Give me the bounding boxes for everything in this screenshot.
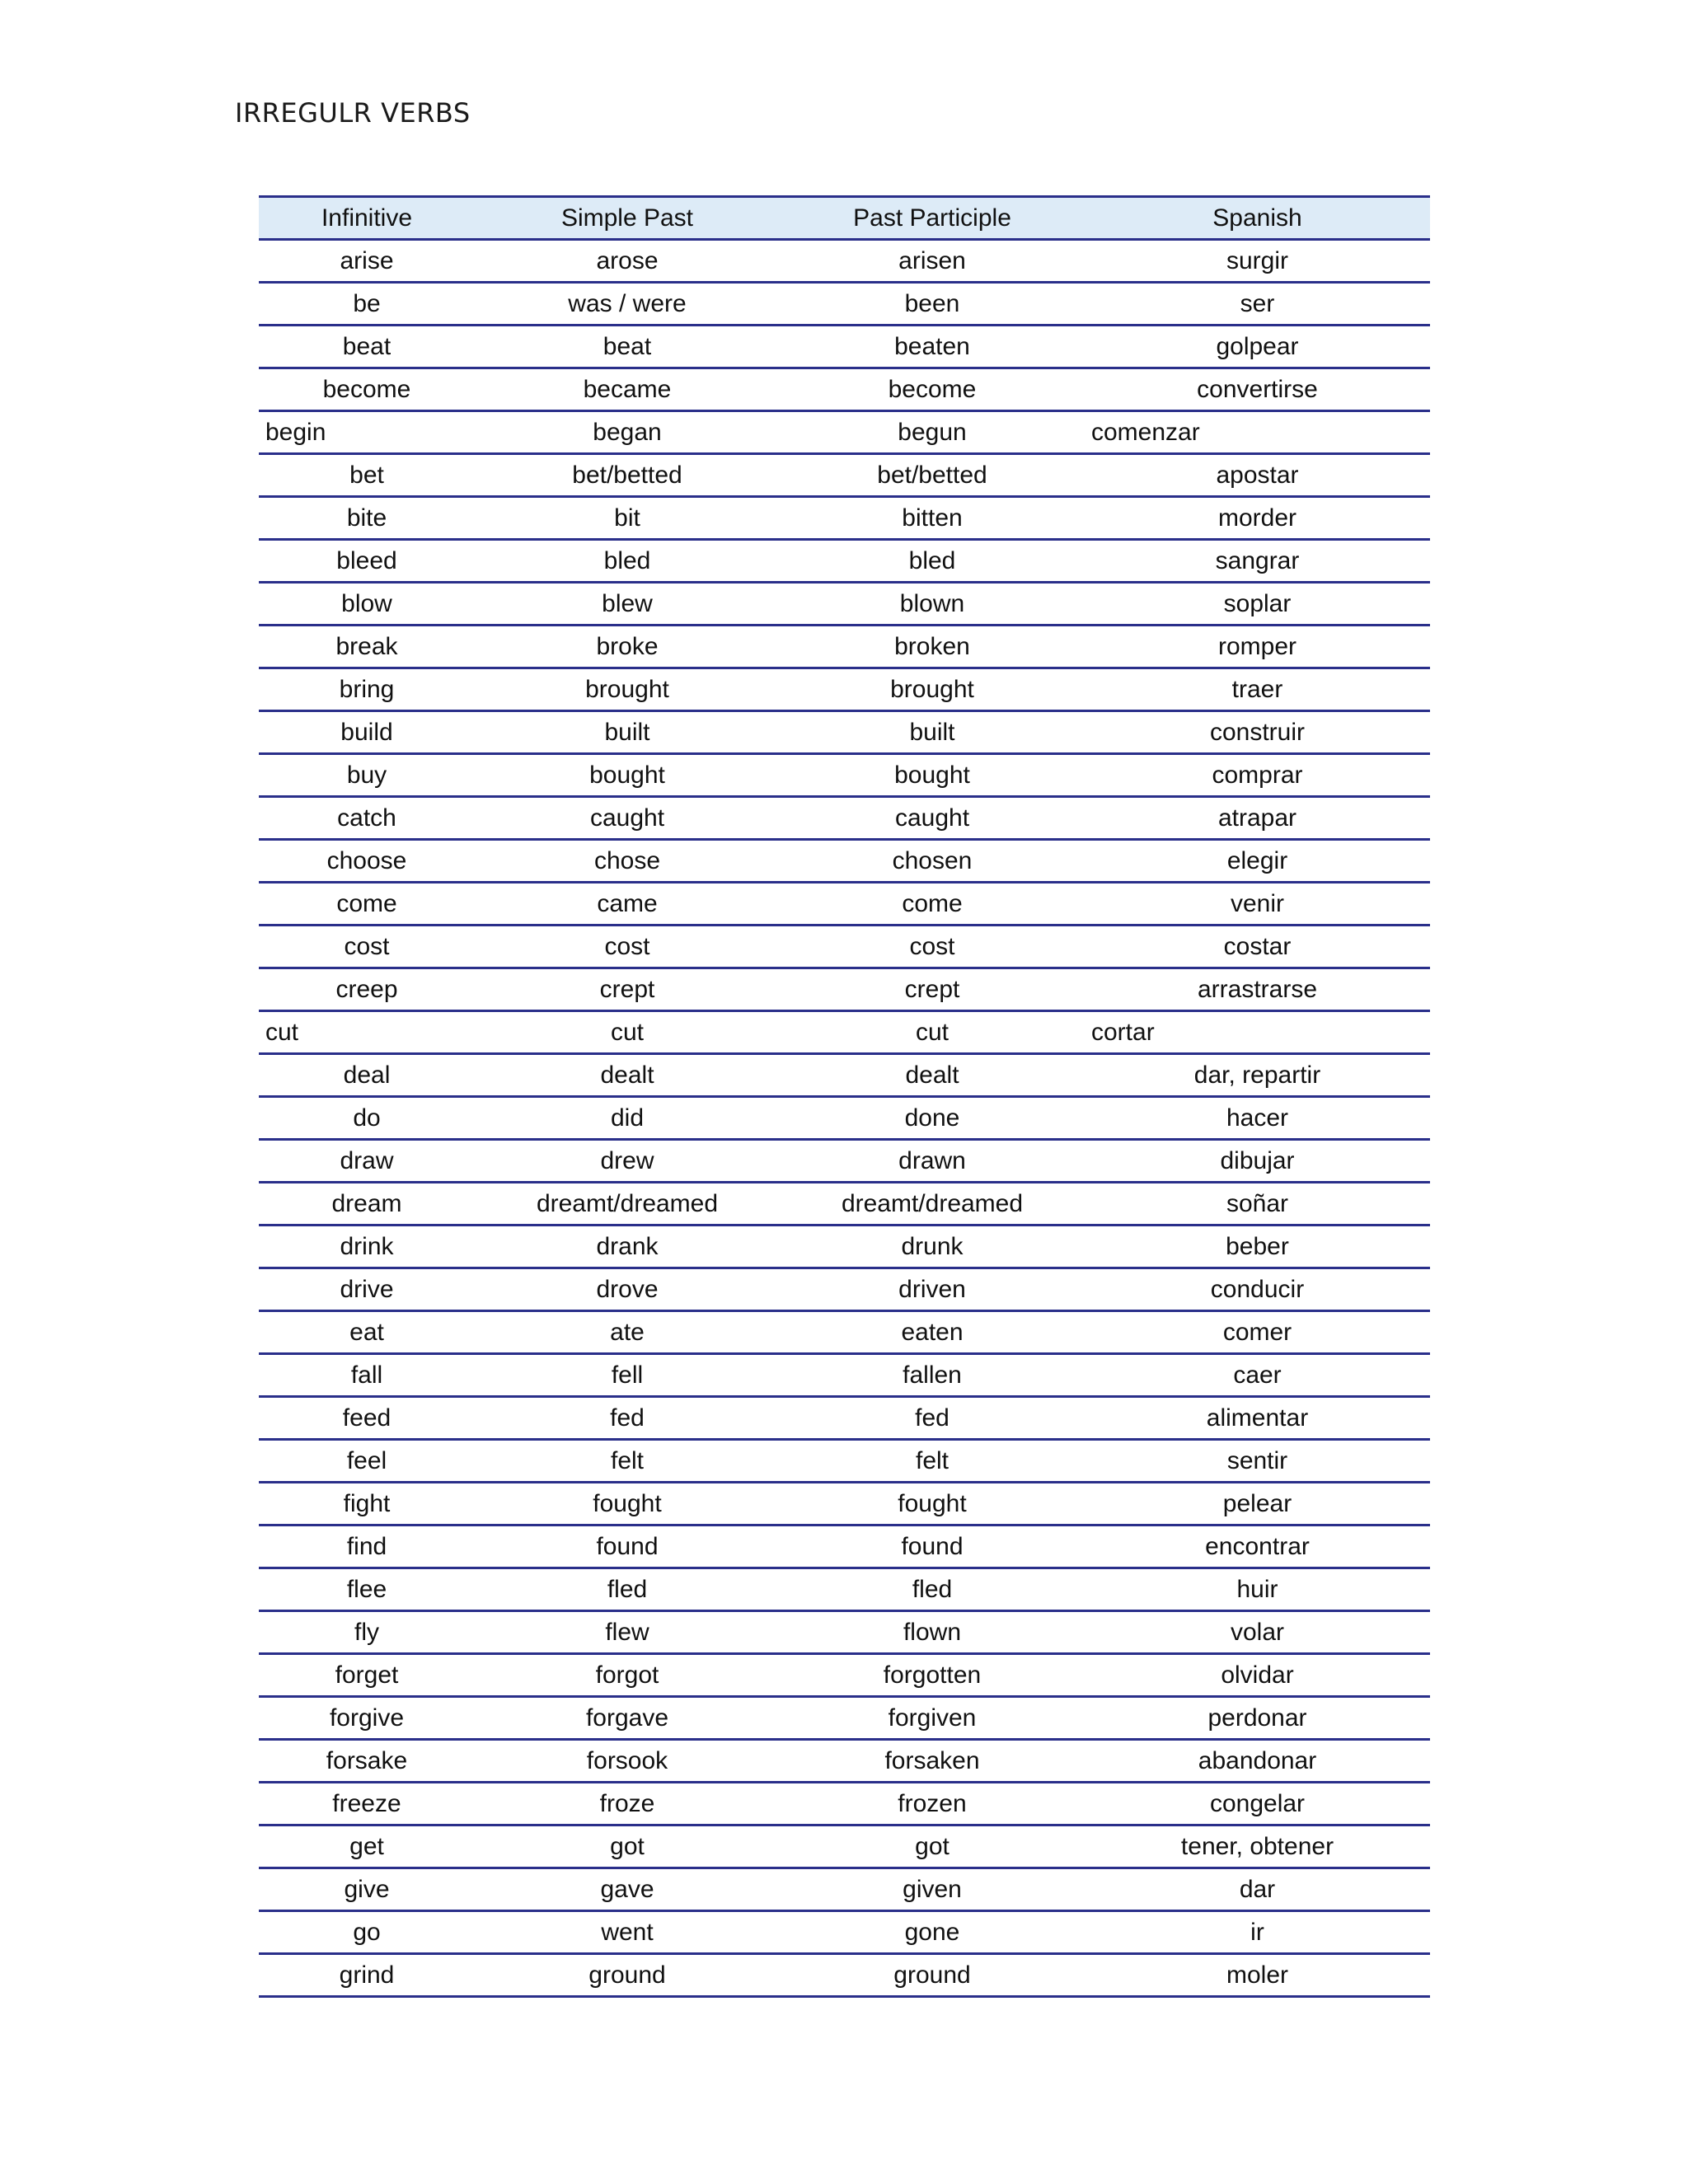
table-row [259,1397,1430,1440]
cell-simple-past: did [475,1097,780,1140]
cell-spanish: surgir [1085,240,1430,283]
cell-infinitive: eat [259,1311,475,1354]
table-body [259,240,1430,1997]
cell-infinitive: creep [259,968,475,1011]
cell-spanish: soplar [1085,583,1430,626]
table-row [259,1825,1430,1868]
table-row [259,1311,1430,1354]
cell-past-participle: given [780,1868,1085,1911]
table-row [259,754,1430,797]
cell-simple-past: bit [475,497,780,540]
cell-spanish: atrapar [1085,797,1430,840]
cell-spanish: sentir [1085,1440,1430,1483]
cell-past-participle: crept [780,968,1085,1011]
cell-simple-past: drove [475,1268,780,1311]
cell-spanish: tener, obtener [1085,1825,1430,1868]
cell-spanish: soñar [1085,1183,1430,1226]
cell-spanish: elegir [1085,840,1430,883]
cell-infinitive: give [259,1868,475,1911]
cell-infinitive: go [259,1911,475,1954]
cell-simple-past: flew [475,1611,780,1654]
cell-simple-past: blew [475,583,780,626]
cell-infinitive: bleed [259,540,475,583]
cell-spanish: dar, repartir [1085,1054,1430,1097]
cell-spanish: comprar [1085,754,1430,797]
cell-past-participle: drawn [780,1140,1085,1183]
cell-spanish: dar [1085,1868,1430,1911]
table-row [259,797,1430,840]
table-row [259,1054,1430,1097]
table-header-row [259,197,1430,240]
cell-simple-past: was / were [475,283,780,326]
table-row [259,1611,1430,1654]
cell-past-participle: done [780,1097,1085,1140]
cell-infinitive: arise [259,240,475,283]
cell-past-participle: driven [780,1268,1085,1311]
cell-infinitive: fall [259,1354,475,1397]
cell-past-participle: drunk [780,1226,1085,1268]
cell-past-participle: got [780,1825,1085,1868]
cell-simple-past: beat [475,326,780,368]
table-row [259,883,1430,926]
cell-simple-past: fed [475,1397,780,1440]
cell-infinitive: begin [259,411,475,454]
table-row [259,1783,1430,1825]
cell-simple-past: came [475,883,780,926]
cell-past-participle: cost [780,926,1085,968]
cell-past-participle: begun [780,411,1085,454]
table-row [259,968,1430,1011]
cell-simple-past: fled [475,1568,780,1611]
cell-past-participle: come [780,883,1085,926]
cell-past-participle: fled [780,1568,1085,1611]
cell-past-participle: eaten [780,1311,1085,1354]
table-row [259,711,1430,754]
cell-spanish: huir [1085,1568,1430,1611]
cell-spanish: comer [1085,1311,1430,1354]
cell-infinitive: forget [259,1654,475,1697]
cell-spanish: dibujar [1085,1140,1430,1183]
table-row [259,1526,1430,1568]
cell-infinitive: cut [259,1011,475,1054]
cell-spanish: conducir [1085,1268,1430,1311]
cell-simple-past: bet/betted [475,454,780,497]
cell-past-participle: found [780,1526,1085,1568]
table-row [259,1268,1430,1311]
cell-past-participle: blown [780,583,1085,626]
cell-simple-past: cut [475,1011,780,1054]
cell-past-participle: bet/betted [780,454,1085,497]
cell-simple-past: got [475,1825,780,1868]
cell-simple-past: bought [475,754,780,797]
cell-infinitive: catch [259,797,475,840]
cell-simple-past: began [475,411,780,454]
cell-infinitive: flee [259,1568,475,1611]
header-infinitive: Infinitive [259,197,475,240]
cell-spanish: convertirse [1085,368,1430,411]
cell-spanish: sangrar [1085,540,1430,583]
cell-infinitive: break [259,626,475,668]
cell-infinitive: forsake [259,1740,475,1783]
cell-infinitive: feed [259,1397,475,1440]
cell-spanish: hacer [1085,1097,1430,1140]
cell-simple-past: dealt [475,1054,780,1097]
cell-past-participle: forgotten [780,1654,1085,1697]
cell-past-participle: fed [780,1397,1085,1440]
cell-infinitive: get [259,1825,475,1868]
cell-spanish: arrastrarse [1085,968,1430,1011]
cell-past-participle: arisen [780,240,1085,283]
cell-past-participle: been [780,283,1085,326]
cell-infinitive: drive [259,1268,475,1311]
cell-spanish: volar [1085,1611,1430,1654]
table-row [259,1440,1430,1483]
table-row [259,840,1430,883]
cell-simple-past: dreamt/dreamed [475,1183,780,1226]
cell-simple-past: arose [475,240,780,283]
cell-past-participle: forgiven [780,1697,1085,1740]
table-row [259,1183,1430,1226]
cell-past-participle: forsaken [780,1740,1085,1783]
table-row [259,1697,1430,1740]
cell-spanish: golpear [1085,326,1430,368]
cell-spanish: abandonar [1085,1740,1430,1783]
cell-simple-past: brought [475,668,780,711]
table-row [259,1568,1430,1611]
cell-infinitive: become [259,368,475,411]
cell-simple-past: ground [475,1954,780,1997]
table-row [259,1011,1430,1054]
table-row [259,411,1430,454]
cell-past-participle: felt [780,1440,1085,1483]
cell-simple-past: gave [475,1868,780,1911]
cell-simple-past: broke [475,626,780,668]
header-spanish: Spanish [1085,197,1430,240]
cell-past-participle: chosen [780,840,1085,883]
cell-past-participle: brought [780,668,1085,711]
cell-infinitive: bite [259,497,475,540]
cell-simple-past: became [475,368,780,411]
cell-past-participle: bitten [780,497,1085,540]
cell-infinitive: come [259,883,475,926]
cell-simple-past: drew [475,1140,780,1183]
cell-past-participle: broken [780,626,1085,668]
irregular-verbs-table [259,195,1430,1998]
page-title: IRREGULR VERBS [235,97,471,129]
cell-simple-past: found [475,1526,780,1568]
cell-simple-past: chose [475,840,780,883]
header-past-participle: Past Participle [780,197,1085,240]
cell-infinitive: blow [259,583,475,626]
cell-past-participle: ground [780,1954,1085,1997]
table-row [259,583,1430,626]
cell-past-participle: caught [780,797,1085,840]
cell-infinitive: choose [259,840,475,883]
table-row [259,454,1430,497]
cell-spanish: caer [1085,1354,1430,1397]
cell-infinitive: do [259,1097,475,1140]
cell-simple-past: drank [475,1226,780,1268]
cell-past-participle: bled [780,540,1085,583]
table-row [259,283,1430,326]
cell-infinitive: bring [259,668,475,711]
table-row [259,1097,1430,1140]
cell-spanish: ir [1085,1911,1430,1954]
cell-spanish: venir [1085,883,1430,926]
table-row [259,1868,1430,1911]
cell-spanish: ser [1085,283,1430,326]
cell-simple-past: went [475,1911,780,1954]
cell-simple-past: forgot [475,1654,780,1697]
table-row [259,668,1430,711]
cell-infinitive: fight [259,1483,475,1526]
cell-infinitive: beat [259,326,475,368]
cell-simple-past: forgave [475,1697,780,1740]
cell-infinitive: feel [259,1440,475,1483]
cell-infinitive: forgive [259,1697,475,1740]
cell-simple-past: fell [475,1354,780,1397]
cell-past-participle: fought [780,1483,1085,1526]
cell-infinitive: drink [259,1226,475,1268]
table-row [259,626,1430,668]
cell-spanish: cortar [1085,1011,1430,1054]
table-row [259,1140,1430,1183]
cell-past-participle: fallen [780,1354,1085,1397]
cell-spanish: pelear [1085,1483,1430,1526]
cell-simple-past: crept [475,968,780,1011]
cell-past-participle: built [780,711,1085,754]
cell-spanish: congelar [1085,1783,1430,1825]
cell-spanish: perdonar [1085,1697,1430,1740]
cell-past-participle: become [780,368,1085,411]
table-row [259,540,1430,583]
cell-spanish: beber [1085,1226,1430,1268]
cell-infinitive: fly [259,1611,475,1654]
cell-simple-past: fought [475,1483,780,1526]
cell-simple-past: cost [475,926,780,968]
cell-past-participle: flown [780,1611,1085,1654]
cell-spanish: alimentar [1085,1397,1430,1440]
cell-spanish: apostar [1085,454,1430,497]
cell-simple-past: forsook [475,1740,780,1783]
cell-infinitive: grind [259,1954,475,1997]
cell-simple-past: bled [475,540,780,583]
cell-past-participle: gone [780,1911,1085,1954]
table-row [259,926,1430,968]
cell-infinitive: dream [259,1183,475,1226]
cell-spanish: moler [1085,1954,1430,1997]
cell-past-participle: beaten [780,326,1085,368]
cell-infinitive: freeze [259,1783,475,1825]
cell-infinitive: find [259,1526,475,1568]
table-row [259,1954,1430,1997]
cell-past-participle: dealt [780,1054,1085,1097]
cell-spanish: olvidar [1085,1654,1430,1697]
cell-spanish: construir [1085,711,1430,754]
cell-spanish: encontrar [1085,1526,1430,1568]
cell-past-participle: frozen [780,1783,1085,1825]
table-row [259,1654,1430,1697]
table-row [259,497,1430,540]
cell-simple-past: caught [475,797,780,840]
cell-spanish: costar [1085,926,1430,968]
table-row [259,1354,1430,1397]
cell-spanish: traer [1085,668,1430,711]
cell-infinitive: be [259,283,475,326]
table-row [259,1740,1430,1783]
table-row [259,240,1430,283]
table-row [259,1226,1430,1268]
cell-infinitive: cost [259,926,475,968]
cell-past-participle: dreamt/dreamed [780,1183,1085,1226]
header-simple-past: Simple Past [475,197,780,240]
cell-infinitive: build [259,711,475,754]
cell-simple-past: felt [475,1440,780,1483]
cell-infinitive: buy [259,754,475,797]
cell-simple-past: froze [475,1783,780,1825]
cell-infinitive: deal [259,1054,475,1097]
table-row [259,1483,1430,1526]
cell-simple-past: ate [475,1311,780,1354]
cell-infinitive: bet [259,454,475,497]
cell-simple-past: built [475,711,780,754]
cell-spanish: morder [1085,497,1430,540]
cell-past-participle: bought [780,754,1085,797]
cell-infinitive: draw [259,1140,475,1183]
cell-spanish: comenzar [1085,411,1430,454]
table-row [259,1911,1430,1954]
table-row [259,326,1430,368]
cell-past-participle: cut [780,1011,1085,1054]
table-row [259,368,1430,411]
cell-spanish: romper [1085,626,1430,668]
